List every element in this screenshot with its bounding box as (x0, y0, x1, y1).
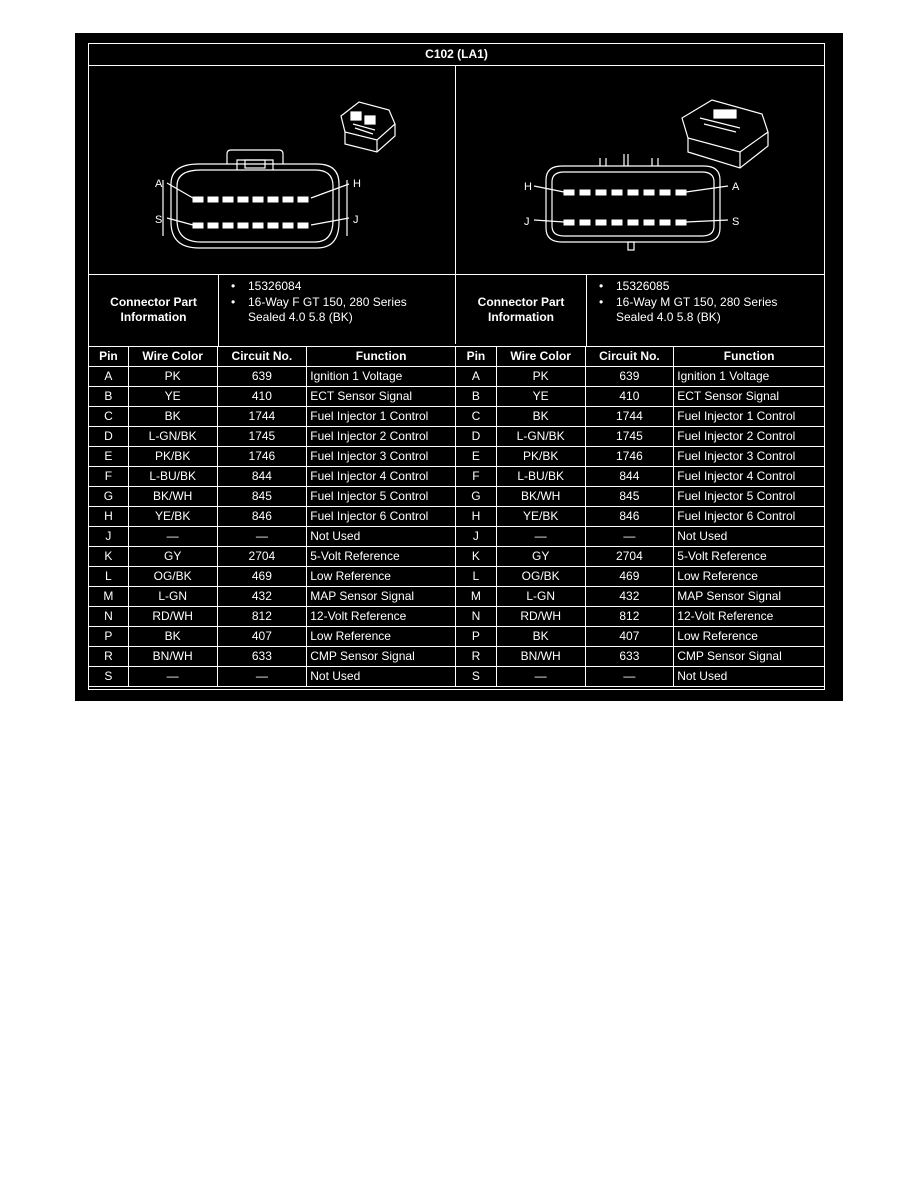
function-cell: Fuel Injector 3 Control (307, 447, 456, 467)
header-function: Function (307, 347, 456, 367)
header-wire-color: Wire Color (496, 347, 585, 367)
male-connector-diagram (456, 66, 824, 274)
table-row (89, 627, 456, 647)
wire-color-cell: — (496, 667, 585, 687)
wire-color-cell: L-GN/BK (128, 427, 217, 447)
pin-cell: G (89, 487, 129, 507)
table-row (456, 627, 825, 647)
header-pin: Pin (89, 347, 129, 367)
function-cell: CMP Sensor Signal (674, 647, 825, 667)
connector-part-label-right: Connector Part Information (477, 295, 565, 324)
table-row (89, 607, 456, 627)
callout-j: J (353, 214, 359, 226)
table-row (456, 507, 825, 527)
table-row (89, 587, 456, 607)
function-cell: Not Used (674, 667, 825, 687)
callout-a: A (732, 181, 740, 193)
function-cell: Fuel Injector 4 Control (307, 467, 456, 487)
circuit-no-cell: 633 (585, 647, 674, 667)
callout-j: J (524, 216, 530, 228)
table-row (456, 527, 825, 547)
header-function: Function (674, 347, 825, 367)
table-row (456, 667, 825, 687)
circuit-no-cell: — (585, 527, 674, 547)
circuit-no-cell: 410 (585, 387, 674, 407)
header-pin: Pin (456, 347, 497, 367)
wire-color-cell: L-GN (496, 587, 585, 607)
pinout-rows-right (456, 367, 825, 687)
diagram-divider (89, 274, 824, 275)
pinout-table-left (88, 346, 456, 687)
table-row (89, 367, 456, 387)
table-row (456, 407, 825, 427)
function-cell: Ignition 1 Voltage (307, 367, 456, 387)
wire-color-cell: BK (496, 627, 585, 647)
header-wire-color: Wire Color (128, 347, 217, 367)
pinout-rows-left (89, 367, 456, 687)
wire-color-cell: OG/BK (496, 567, 585, 587)
connector-frame (88, 43, 825, 690)
circuit-no-cell: 845 (217, 487, 307, 507)
function-cell: Not Used (307, 667, 456, 687)
pin-cell: F (456, 467, 497, 487)
callout-a: A (155, 178, 163, 190)
circuit-no-cell: 1744 (217, 407, 307, 427)
circuit-no-cell: 2704 (217, 547, 307, 567)
circuit-no-cell: 1745 (217, 427, 307, 447)
wire-color-cell: L-GN/BK (496, 427, 585, 447)
connector-info-left (224, 279, 454, 326)
circuit-no-cell: 846 (585, 507, 674, 527)
table-row (89, 487, 456, 507)
callout-s: S (155, 214, 163, 226)
function-cell: MAP Sensor Signal (674, 587, 825, 607)
function-cell: Fuel Injector 6 Control (307, 507, 456, 527)
info-divider-right (586, 274, 587, 346)
info-divider-left (218, 274, 219, 346)
circuit-no-cell: 812 (585, 607, 674, 627)
circuit-no-cell: 407 (217, 627, 307, 647)
circuit-no-cell: 1745 (585, 427, 674, 447)
table-row (456, 607, 825, 627)
circuit-no-cell: 639 (217, 367, 307, 387)
function-cell: Not Used (307, 527, 456, 547)
pin-cell: R (89, 647, 129, 667)
pin-cell: F (89, 467, 129, 487)
table-row (456, 427, 825, 447)
wire-color-cell: — (128, 527, 217, 547)
pin-cell: M (456, 587, 497, 607)
circuit-no-cell: 469 (585, 567, 674, 587)
function-cell: Ignition 1 Voltage (674, 367, 825, 387)
part-number-left: • 15326084 (224, 279, 454, 294)
pin-cell: C (89, 407, 129, 427)
callout-h: H (524, 181, 532, 193)
female-connector-3d-icon (341, 102, 395, 152)
table-row (89, 407, 456, 427)
wire-color-cell: OG/BK (128, 567, 217, 587)
function-cell: Fuel Injector 6 Control (674, 507, 825, 527)
pin-cell: H (89, 507, 129, 527)
table-row (456, 547, 825, 567)
table-row (456, 387, 825, 407)
circuit-no-cell: 407 (585, 627, 674, 647)
pin-cell: R (456, 647, 497, 667)
wire-color-cell: BK/WH (496, 487, 585, 507)
pin-cell: G (456, 487, 497, 507)
female-connector-face (163, 150, 349, 248)
pin-cell: L (456, 567, 497, 587)
table-row (456, 567, 825, 587)
pin-cell: B (89, 387, 129, 407)
wire-color-cell: RD/WH (496, 607, 585, 627)
circuit-no-cell: — (217, 667, 307, 687)
table-row (89, 667, 456, 687)
wire-color-cell: BK (128, 627, 217, 647)
function-cell: ECT Sensor Signal (307, 387, 456, 407)
table-row (89, 387, 456, 407)
pin-cell: A (89, 367, 129, 387)
function-cell: Fuel Injector 5 Control (674, 487, 825, 507)
table-row (89, 547, 456, 567)
circuit-no-cell: 844 (585, 467, 674, 487)
circuit-no-cell: 812 (217, 607, 307, 627)
pin-cell: C (456, 407, 497, 427)
function-cell: 12-Volt Reference (307, 607, 456, 627)
pin-cell: J (89, 527, 129, 547)
table-row (456, 587, 825, 607)
function-cell: Fuel Injector 2 Control (674, 427, 825, 447)
wire-color-cell: PK/BK (496, 447, 585, 467)
wire-color-cell: BN/WH (496, 647, 585, 667)
circuit-no-cell: 469 (217, 567, 307, 587)
circuit-no-cell: 846 (217, 507, 307, 527)
function-cell: Low Reference (307, 627, 456, 647)
function-cell: CMP Sensor Signal (307, 647, 456, 667)
pin-cell: S (456, 667, 497, 687)
function-cell: 12-Volt Reference (674, 607, 825, 627)
wire-color-cell: YE/BK (128, 507, 217, 527)
wire-color-cell: BK (128, 407, 217, 427)
table-row (89, 507, 456, 527)
wire-color-cell: PK (496, 367, 585, 387)
function-cell: ECT Sensor Signal (674, 387, 825, 407)
circuit-no-cell: 639 (585, 367, 674, 387)
male-connector-3d-icon (682, 100, 768, 168)
circuit-no-cell: — (585, 667, 674, 687)
circuit-no-cell: 432 (585, 587, 674, 607)
circuit-no-cell: 2704 (585, 547, 674, 567)
connector-info-right (592, 279, 824, 326)
function-cell: Fuel Injector 1 Control (674, 407, 825, 427)
pin-cell: J (456, 527, 497, 547)
callout-s: S (732, 216, 740, 228)
function-cell: 5-Volt Reference (674, 547, 825, 567)
part-description-left: • 16-Way F GT 150, 280 Series Sealed 4.0 5.8 (BK) (224, 295, 454, 325)
pin-cell: P (456, 627, 497, 647)
pin-cell: K (89, 547, 129, 567)
function-cell: Low Reference (674, 567, 825, 587)
circuit-no-cell: 432 (217, 587, 307, 607)
function-cell: Fuel Injector 2 Control (307, 427, 456, 447)
header-circuit-no: Circuit No. (585, 347, 674, 367)
table-row (89, 567, 456, 587)
table-row (89, 447, 456, 467)
function-cell: 5-Volt Reference (307, 547, 456, 567)
wire-color-cell: GY (128, 547, 217, 567)
wire-color-cell: L-BU/BK (496, 467, 585, 487)
part-description-right: • 16-Way M GT 150, 280 Series Sealed 4.0 5.8 (BK) (592, 295, 824, 325)
function-cell: Low Reference (307, 567, 456, 587)
table-header-row (456, 347, 825, 367)
circuit-no-cell: 1746 (585, 447, 674, 467)
wire-color-cell: — (128, 667, 217, 687)
circuit-no-cell: — (217, 527, 307, 547)
table-header-row (89, 347, 456, 367)
connector-part-label-left: Connector Part Information (110, 295, 197, 324)
pin-cell: A (456, 367, 497, 387)
part-number-right: • 15326085 (592, 279, 824, 294)
pin-cell: H (456, 507, 497, 527)
function-cell: Fuel Injector 5 Control (307, 487, 456, 507)
circuit-no-cell: 845 (585, 487, 674, 507)
male-connector-face (534, 154, 728, 250)
table-row (89, 647, 456, 667)
pin-cell: D (89, 427, 129, 447)
wire-color-cell: L-BU/BK (128, 467, 217, 487)
wire-color-cell: YE/BK (496, 507, 585, 527)
circuit-no-cell: 633 (217, 647, 307, 667)
table-row (456, 487, 825, 507)
function-cell: Fuel Injector 3 Control (674, 447, 825, 467)
wire-color-cell: RD/WH (128, 607, 217, 627)
wire-color-cell: YE (496, 387, 585, 407)
table-row (456, 647, 825, 667)
table-row (456, 467, 825, 487)
pin-cell: N (89, 607, 129, 627)
pin-cell: N (456, 607, 497, 627)
pin-cell: P (89, 627, 129, 647)
table-row (89, 427, 456, 447)
function-cell: Fuel Injector 4 Control (674, 467, 825, 487)
circuit-no-cell: 1744 (585, 407, 674, 427)
pin-cell: E (456, 447, 497, 467)
table-row (456, 447, 825, 467)
callout-h: H (353, 178, 361, 190)
wire-color-cell: BK/WH (128, 487, 217, 507)
function-cell: Not Used (674, 527, 825, 547)
pin-cell: S (89, 667, 129, 687)
pin-cell: B (456, 387, 497, 407)
function-cell: Fuel Injector 1 Control (307, 407, 456, 427)
table-row (89, 527, 456, 547)
wire-color-cell: GY (496, 547, 585, 567)
wire-color-cell: BK (496, 407, 585, 427)
pinout-table-right (455, 346, 825, 687)
table-row (89, 467, 456, 487)
circuit-no-cell: 844 (217, 467, 307, 487)
wire-color-cell: BN/WH (128, 647, 217, 667)
circuit-no-cell: 1746 (217, 447, 307, 467)
wire-color-cell: PK/BK (128, 447, 217, 467)
header-circuit-no: Circuit No. (217, 347, 307, 367)
function-cell: Low Reference (674, 627, 825, 647)
connector-sheet (75, 33, 843, 701)
wire-color-cell: PK (128, 367, 217, 387)
female-connector-diagram (89, 66, 455, 274)
function-cell: MAP Sensor Signal (307, 587, 456, 607)
pin-cell: E (89, 447, 129, 467)
table-row (456, 367, 825, 387)
wire-color-cell: YE (128, 387, 217, 407)
wire-color-cell: L-GN (128, 587, 217, 607)
connector-title: C102 (LA1) (89, 44, 824, 66)
pin-cell: M (89, 587, 129, 607)
circuit-no-cell: 410 (217, 387, 307, 407)
wire-color-cell: — (496, 527, 585, 547)
pin-cell: K (456, 547, 497, 567)
pin-cell: L (89, 567, 129, 587)
pin-cell: D (456, 427, 497, 447)
